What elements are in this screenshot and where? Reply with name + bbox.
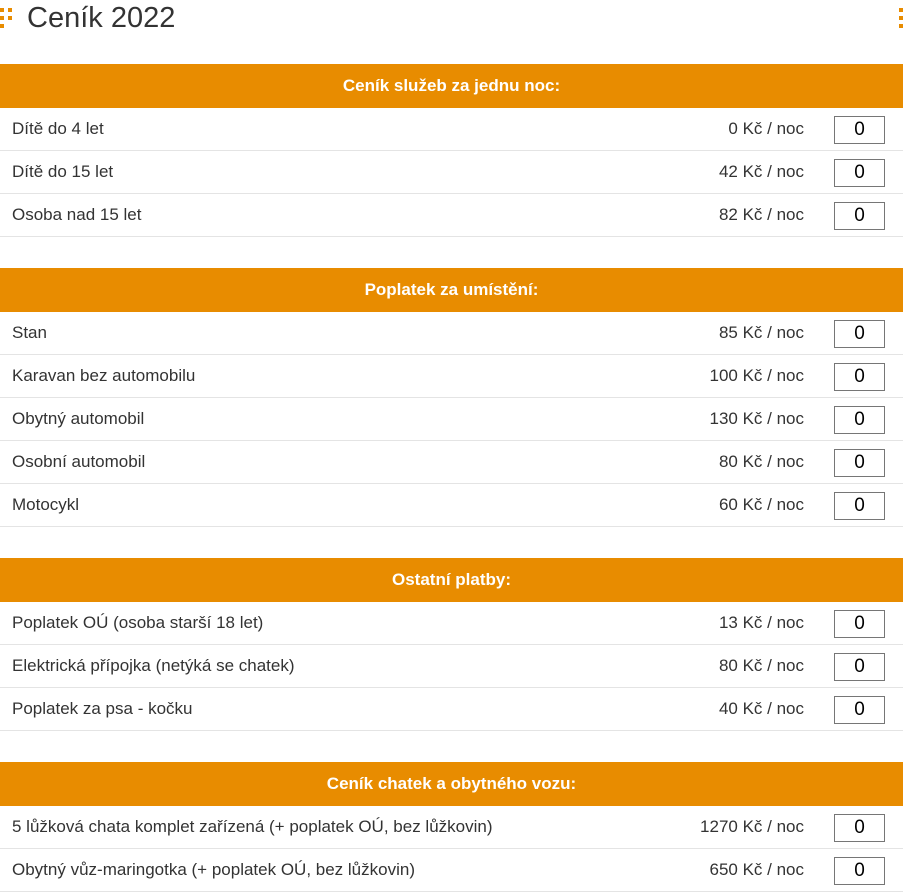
- row-price: 60 Kč / noc: [718, 495, 804, 514]
- price-row: [0, 108, 903, 151]
- row-price: 650 Kč / noc: [709, 860, 804, 879]
- section-header: Ostatní platby:: [0, 558, 903, 602]
- row-price: 85 Kč / noc: [718, 323, 804, 342]
- quantity-input[interactable]: [834, 653, 885, 681]
- quantity-input[interactable]: [834, 857, 885, 885]
- section-placement-fees: [0, 268, 903, 527]
- price-row: [0, 645, 903, 688]
- price-row: [0, 688, 903, 731]
- row-label: Obytný vůz-maringotka (+ poplatek OÚ, bez lůžkovin): [12, 860, 415, 879]
- row-price: 80 Kč / noc: [718, 656, 804, 675]
- section-header: Poplatek za umístění:: [0, 268, 903, 312]
- price-row: [0, 849, 903, 892]
- row-label: Obytný automobil: [12, 409, 145, 428]
- row-price: 13 Kč / noc: [718, 613, 804, 632]
- quantity-input[interactable]: [834, 116, 885, 144]
- row-label: 5 lůžková chata komplet zařízená (+ poplatek OÚ, bez lůžkovin): [12, 817, 493, 836]
- row-label: Poplatek OÚ (osoba starší 18 let): [12, 613, 264, 632]
- quantity-input[interactable]: [834, 406, 885, 434]
- price-row: [0, 312, 903, 355]
- price-row: [0, 806, 903, 849]
- row-label: Osoba nad 15 let: [12, 205, 142, 224]
- quantity-input[interactable]: [834, 696, 885, 724]
- row-price: 130 Kč / noc: [709, 409, 804, 428]
- section-header: Ceník služeb za jednu noc:: [0, 64, 903, 108]
- price-row: [0, 602, 903, 645]
- title-dots-icon: [0, 8, 14, 28]
- row-label: Karavan bez automobilu: [12, 366, 196, 385]
- row-label: Motocykl: [12, 495, 80, 514]
- quantity-input[interactable]: [834, 202, 885, 230]
- price-row: [0, 355, 903, 398]
- row-label: Poplatek za psa - kočku: [12, 699, 193, 718]
- title-row: [0, 0, 903, 40]
- row-label: Dítě do 15 let: [12, 162, 114, 181]
- price-row: [0, 484, 903, 527]
- quantity-input[interactable]: [834, 449, 885, 477]
- row-price: 1270 Kč / noc: [700, 817, 804, 836]
- page-title: Ceník 2022: [27, 2, 176, 34]
- section-header: Ceník chatek a obytného vozu:: [0, 762, 903, 806]
- row-label: Dítě do 4 let: [12, 119, 104, 138]
- quantity-input[interactable]: [834, 159, 885, 187]
- price-row: [0, 151, 903, 194]
- price-row: [0, 398, 903, 441]
- quantity-input[interactable]: [834, 363, 885, 391]
- row-price: 42 Kč / noc: [718, 162, 804, 181]
- quantity-input[interactable]: [834, 610, 885, 638]
- row-price: 0 Kč / noc: [728, 119, 804, 138]
- row-price: 40 Kč / noc: [718, 699, 804, 718]
- price-row: [0, 441, 903, 484]
- price-row: [0, 194, 903, 237]
- row-price: 100 Kč / noc: [709, 366, 804, 385]
- row-price: 82 Kč / noc: [718, 205, 804, 224]
- title-dots-right-icon: [899, 8, 903, 28]
- row-label: Osobní automobil: [12, 452, 146, 471]
- quantity-input[interactable]: [834, 814, 885, 842]
- section-other-payments: [0, 558, 903, 731]
- quantity-input[interactable]: [834, 492, 885, 520]
- row-label: Elektrická přípojka (netýká se chatek): [12, 656, 295, 675]
- section-cabins-caravan: [0, 762, 903, 892]
- row-label: Stan: [12, 323, 47, 342]
- section-night-services: [0, 64, 903, 237]
- row-price: 80 Kč / noc: [718, 452, 804, 471]
- quantity-input[interactable]: [834, 320, 885, 348]
